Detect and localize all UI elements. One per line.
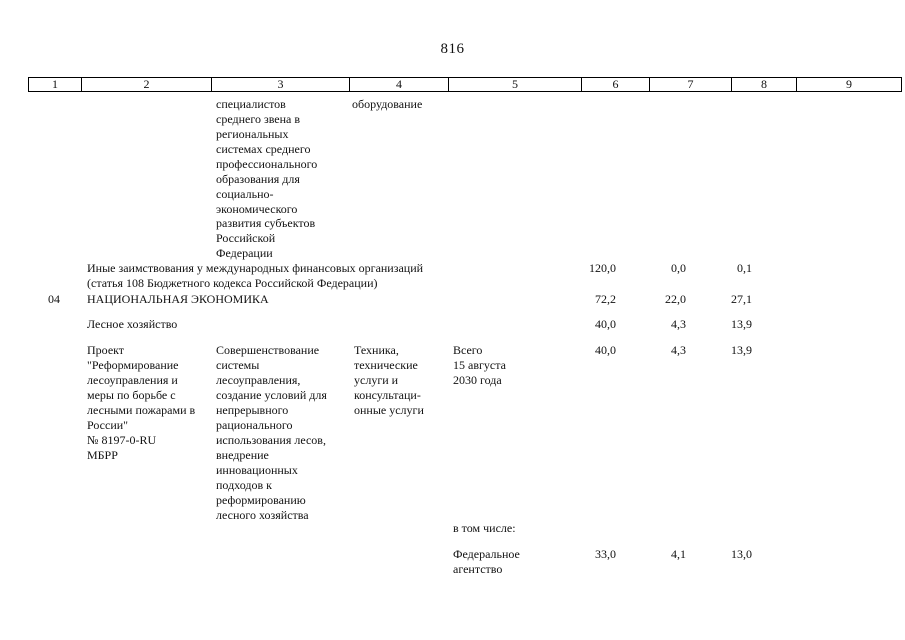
text-line: непрерывного xyxy=(216,403,289,417)
text-line: консультаци- xyxy=(354,388,421,402)
section-code: 04 xyxy=(48,292,60,306)
value-col7: 22,0 xyxy=(665,292,686,306)
text-line: системы xyxy=(216,358,260,372)
text-line: Федерации xyxy=(216,246,273,260)
text-line: № 8197-0-RU xyxy=(87,433,157,447)
column-header-8: 8 xyxy=(732,78,797,92)
column-header-4: 4 xyxy=(350,78,449,92)
subsection-title: Лесное хозяйство xyxy=(87,317,178,331)
text-line: агентство xyxy=(453,562,503,576)
value-col6: 72,2 xyxy=(595,292,616,306)
column-header-1: 1 xyxy=(29,78,82,92)
including-label: в том числе: xyxy=(453,521,516,535)
value-col7: 4,1 xyxy=(671,547,686,561)
value-col8: 13,0 xyxy=(731,547,752,561)
text-line: экономического xyxy=(216,202,298,216)
text-line: лесными пожарами в xyxy=(87,403,196,417)
text-line: Совершенствование xyxy=(216,343,320,357)
value-col8: 13,9 xyxy=(731,343,752,357)
value-col7: 4,3 xyxy=(671,317,686,331)
value-col8: 13,9 xyxy=(731,317,752,331)
text-line: 2030 года xyxy=(453,373,502,387)
text-line: Российской xyxy=(216,231,276,245)
text-line: МБРР xyxy=(87,448,118,462)
text-line: инновационных xyxy=(216,463,298,477)
text-line: подходов к xyxy=(216,478,272,492)
text-line: лесоуправления, xyxy=(216,373,301,387)
value-col6: 120,0 xyxy=(589,261,616,275)
text-line: услуги и xyxy=(354,373,399,387)
text-line: Федеральное xyxy=(453,547,520,561)
text-line: меры по борьбе с xyxy=(87,388,176,402)
page-number: 816 xyxy=(440,41,465,57)
text-line: 15 августа xyxy=(453,358,506,372)
value-col6: 33,0 xyxy=(595,547,616,561)
text-line: профессионального xyxy=(216,157,318,171)
text-line: региональных xyxy=(216,127,289,141)
row-title-line: (статья 108 Бюджетного кодекса Российской Федерации) xyxy=(87,276,378,290)
text-line: России" xyxy=(87,418,129,432)
text-line: среднего звена в xyxy=(216,112,301,126)
row-title-line: Иные заимствования у международных финансовых организаций xyxy=(87,261,424,275)
text-line: онные услуги xyxy=(354,403,424,417)
text-line: системах среднего xyxy=(216,142,311,156)
text-line: Всего xyxy=(453,343,483,357)
column-header-2: 2 xyxy=(82,78,212,92)
text-line: создание условий для xyxy=(216,388,327,402)
value-col7: 0,0 xyxy=(671,261,686,275)
text-line: Техника, xyxy=(354,343,399,357)
continuation-procurement-type: оборудование xyxy=(352,97,423,111)
value-col7: 4,3 xyxy=(671,343,686,357)
value-col6: 40,0 xyxy=(595,317,616,331)
column-header-7: 7 xyxy=(650,78,732,92)
column-header-6: 6 xyxy=(582,78,650,92)
text-line: реформированию xyxy=(216,493,306,507)
text-line: социально- xyxy=(216,187,274,201)
text-line: Проект xyxy=(87,343,125,357)
text-line: развития субъектов xyxy=(216,216,316,230)
text-line: "Реформирование xyxy=(87,358,179,372)
text-line: рационального xyxy=(216,418,293,432)
text-line: лесного хозяйства xyxy=(216,508,309,522)
text-line: технические xyxy=(354,358,418,372)
text-line: внедрение xyxy=(216,448,269,462)
column-header-3: 3 xyxy=(212,78,350,92)
text-line: использования лесов, xyxy=(216,433,326,447)
column-header-5: 5 xyxy=(449,78,582,92)
column-number-header xyxy=(28,77,902,92)
value-col6: 40,0 xyxy=(595,343,616,357)
text-line: лесоуправления и xyxy=(87,373,178,387)
value-col8: 27,1 xyxy=(731,292,752,306)
text-line: специалистов xyxy=(216,97,286,111)
section-title: НАЦИОНАЛЬНАЯ ЭКОНОМИКА xyxy=(87,292,269,306)
text-line: образования для xyxy=(216,172,300,186)
column-header-9: 9 xyxy=(797,78,902,92)
value-col8: 0,1 xyxy=(737,261,752,275)
